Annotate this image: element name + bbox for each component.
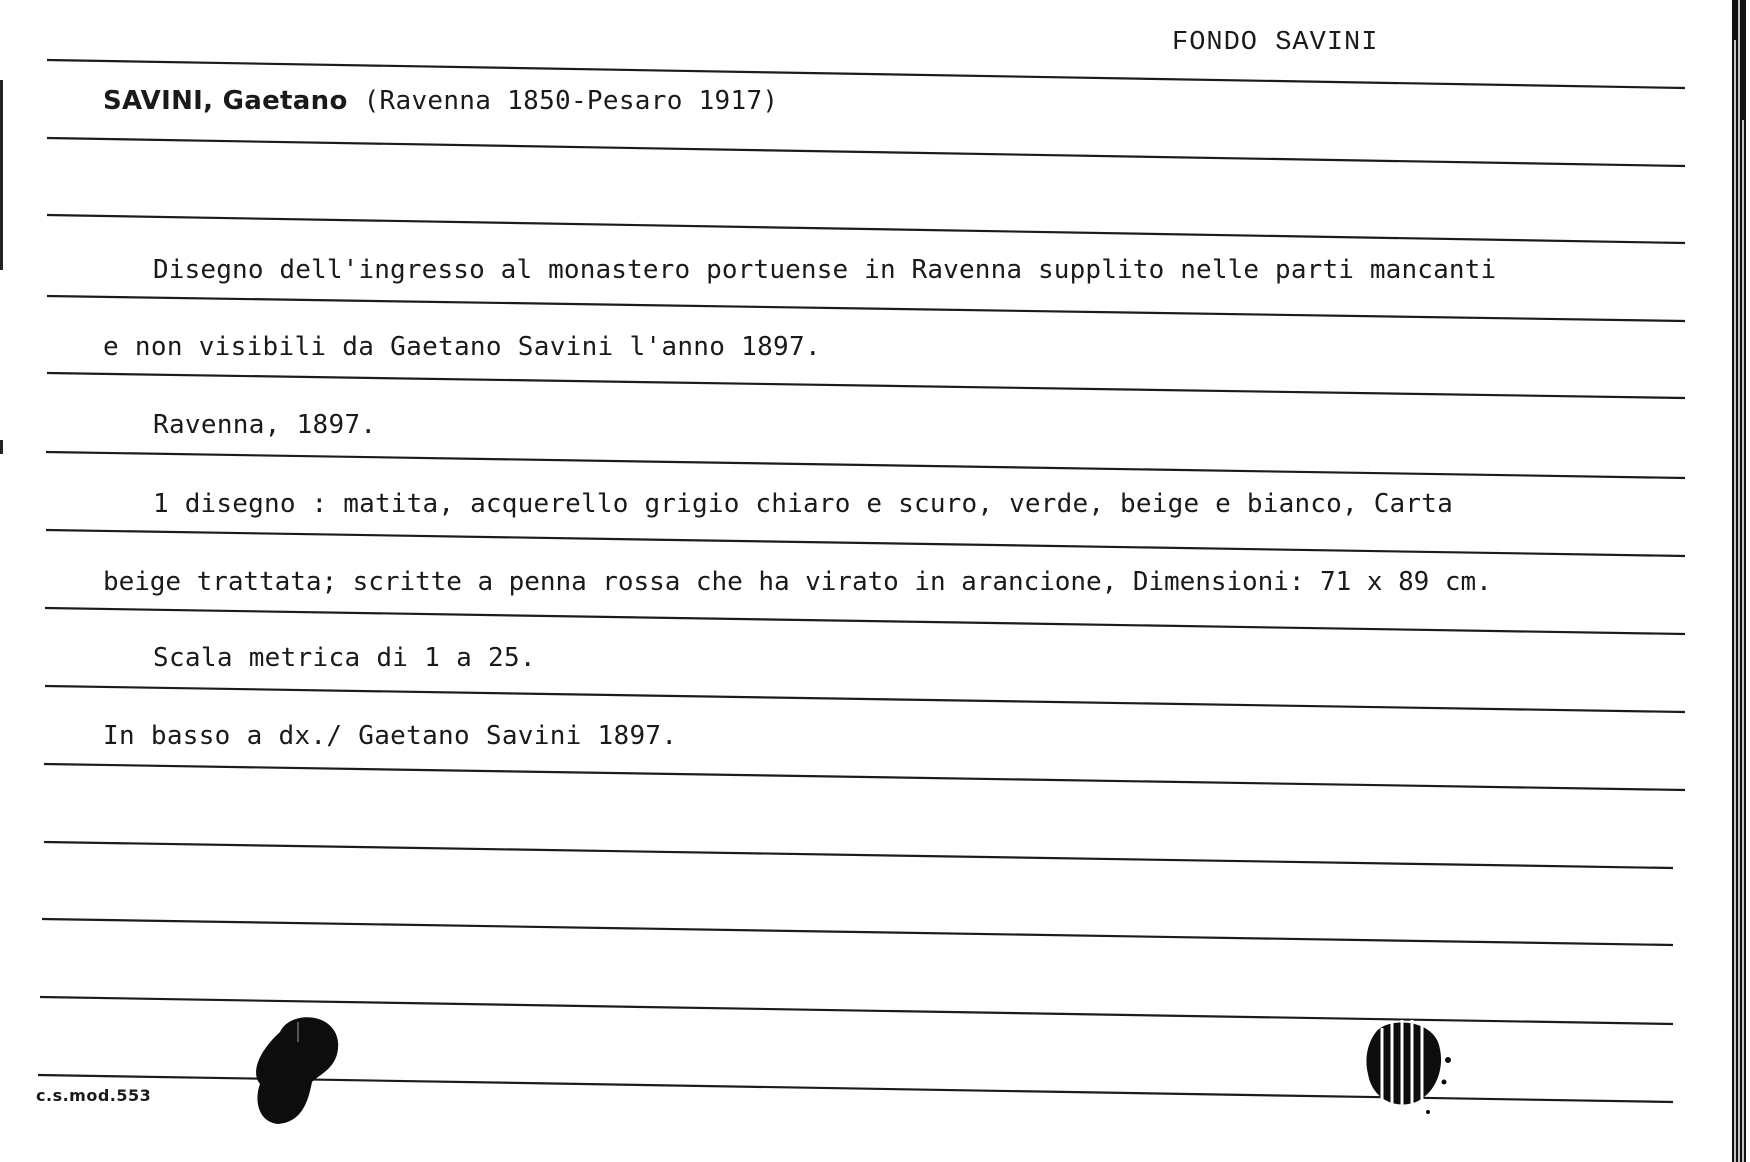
punch-hole-right [1358, 1012, 1468, 1122]
author-dates: (Ravenna 1850-Pesaro 1917) [363, 86, 779, 116]
scale-note: Scala metrica di 1 a 25. [153, 643, 536, 673]
description-line-1: 1 disegno : matita, acquerello grigio chiaro e scuro, verde, beige e bianco, Carta [153, 489, 1453, 519]
author-name: SAVINI, Gaetano [103, 86, 348, 116]
title-line-2: e non visibili da Gaetano Savini l'anno 1897. [103, 332, 821, 362]
inscription-note: In basso a dx./ Gaetano Savini 1897. [103, 721, 678, 751]
collection-label: FONDO SAVINI [1172, 28, 1379, 58]
title-line-1: Disegno dell'ingresso al monastero portuense in Ravenna supplito nelle parti mancanti [153, 255, 1497, 285]
punch-hole-left [250, 1012, 360, 1132]
place-date: Ravenna, 1897. [153, 410, 377, 440]
author-heading [103, 86, 778, 116]
form-code: c.s.mod.553 [36, 1086, 152, 1105]
scan-edge-artifact [1726, 0, 1750, 1162]
scan-left-ticks [0, 80, 6, 580]
description-line-2: beige trattata; scritte a penna rossa che ha virato in arancione, Dimensioni: 71 x 89 cm. [103, 567, 1492, 597]
